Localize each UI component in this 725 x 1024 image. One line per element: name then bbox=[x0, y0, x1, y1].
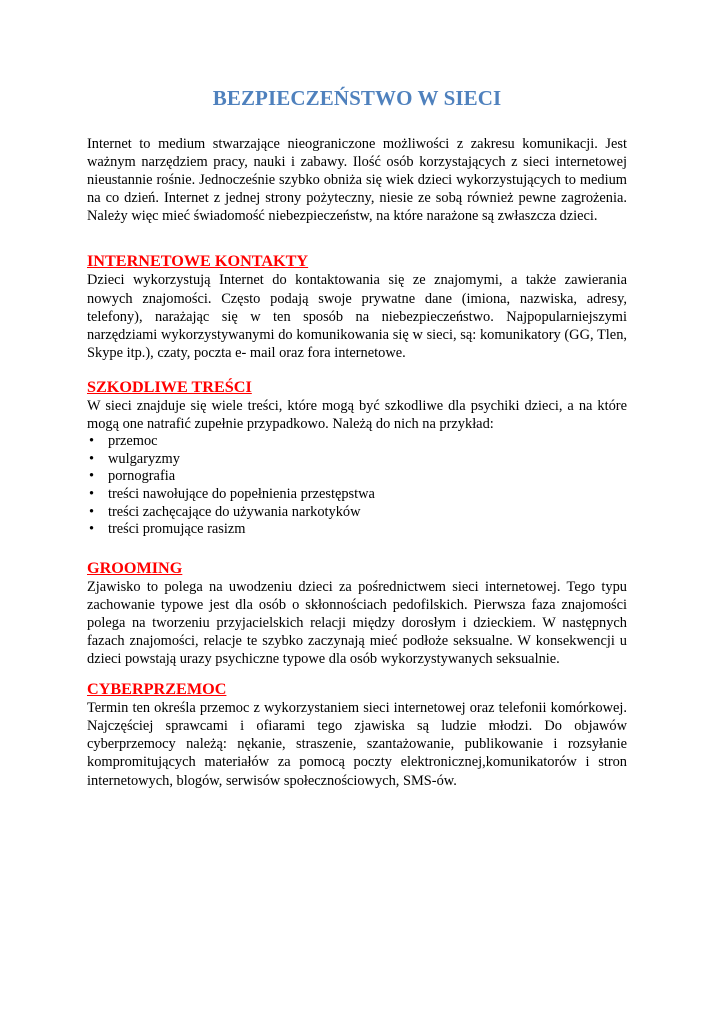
section-szkodliwe-tresci bbox=[87, 378, 627, 539]
bullet-icon: • bbox=[89, 503, 95, 520]
section-internetowe-kontakty bbox=[87, 252, 627, 361]
list-item-text: treści zachęcające do używania narkotyków bbox=[108, 503, 361, 520]
list-item-text: treści promujące rasizm bbox=[108, 521, 246, 538]
list-item bbox=[87, 486, 627, 504]
section-body: Dzieci wykorzystują Internet do kontaktowania się ze znajomymi, a także zawierania nowych znajomości. Często podają swoje prywatne dane (imiona, nazwiska, adresy, telefony), narażając się w ten sposób na niebezpieczeństwo. Najpopularniejszymi narzędziami wykorzystywanymi do komunikowania się w sieci, są: komunikatory (GG, Tlen, Skype itp.), czaty, poczta e- mail oraz fora internetowe. bbox=[87, 272, 627, 361]
list-item-text: pornografia bbox=[108, 468, 176, 485]
section-body: W sieci znajduje się wiele treści, które mogą być szkodliwe dla psychiki dzieci, a na które mogą one natrafić zupełnie przypadkowo. Należą do nich na przykład: bbox=[87, 397, 627, 433]
section-heading: GROOMING bbox=[87, 558, 183, 577]
list-item bbox=[87, 433, 627, 451]
section-heading: SZKODLIWE TREŚCI bbox=[87, 377, 252, 396]
section-grooming bbox=[87, 559, 627, 668]
section-heading: CYBERPRZEMOC bbox=[87, 680, 227, 699]
list-item-text: treści nawołujące do popełnienia przestępstwa bbox=[108, 485, 375, 502]
intro-paragraph: Internet to medium stwarzające nieograniczone możliwości z zakresu komunikacji. Jest ważnym narzędziem pracy, nauki i zabawy. Ilość osób korzystających z sieci internetowej nieustannie rośnie. Jednocześnie szybko obniża się wiek dzieci wykorzystujących to medium na co dzień. Internet z jednej strony pożyteczny, niesie ze sobą również pewne zagrożenia. Należy więc mieć świadomość niebezpieczeństw, na które narażone są zwłaszcza dzieci. bbox=[87, 136, 627, 225]
section-body: Termin ten określa przemoc z wykorzystaniem sieci internetowej oraz telefonii komórkowej. Najczęściej sprawcami i ofiarami tego zjawiska są ludzie młodzi. Do objawów cyberprzemocy należą: nękanie, straszenie, szantażowanie, publikowanie i rozsyłanie kompromitujących materiałów za pomocą poczty elektronicznej,komunikatorów i stron internetowych, blogów, serwisów społecznościowych, SMS-ów. bbox=[87, 700, 627, 789]
document-content bbox=[87, 86, 627, 790]
list-item bbox=[87, 468, 627, 486]
bullet-icon: • bbox=[89, 485, 95, 502]
bullet-icon: • bbox=[89, 433, 95, 450]
list-item bbox=[87, 521, 627, 539]
list-item-text: przemoc bbox=[108, 433, 158, 450]
bullet-icon: • bbox=[89, 468, 95, 485]
section-heading: INTERNETOWE KONTAKTY bbox=[87, 252, 309, 271]
bullet-icon: • bbox=[89, 521, 95, 538]
list-item bbox=[87, 504, 627, 522]
list-item-text: wulgaryzmy bbox=[108, 450, 180, 467]
section-body: Zjawisko to polega na uwodzeniu dzieci za pośrednictwem sieci internetowej. Tego typu zachowanie typowe jest dla osób o skłonnościach pedofilskich. Pierwsza faza znajomości polega na tworzeniu przyjacielskich relacji między dorosłym i dzieckiem. W następnych fazach znajomości, relacje te szybko zaczynają mieć podłoże seksualne. W konsekwencji u dzieci powstają urazy psychiczne typowe dla osób wykorzystywanych seksualnie. bbox=[87, 578, 627, 668]
page-title: BEZPIECZEŃSTWO W SIECI bbox=[212, 86, 502, 110]
section-cyberprzemoc bbox=[87, 680, 627, 789]
bullet-icon: • bbox=[89, 450, 95, 467]
harmful-content-list bbox=[87, 433, 627, 539]
list-item bbox=[87, 451, 627, 469]
